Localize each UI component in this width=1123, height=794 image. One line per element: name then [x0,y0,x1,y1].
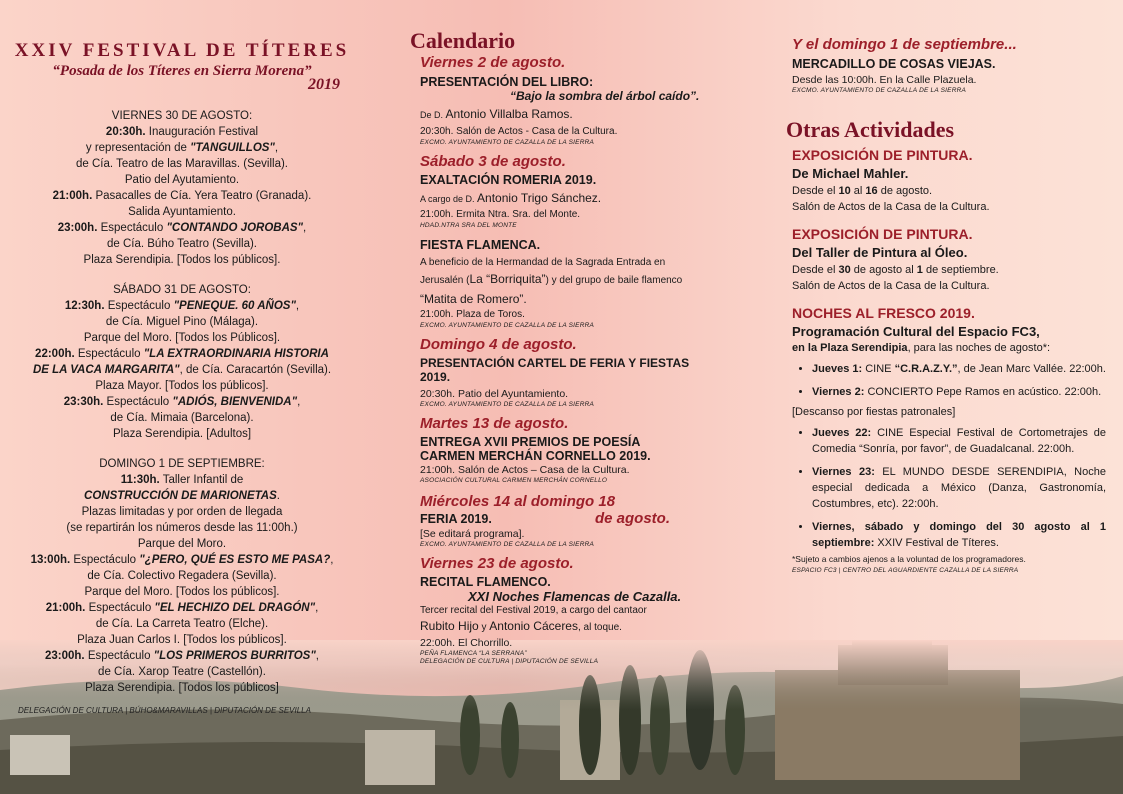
program-line: 20:30h. Inauguración Festival [105,126,259,138]
date-heading: Domingo 4 de agosto. [420,336,577,353]
day-heading: DOMINGO 1 DE SEPTIEMBRE: [99,458,265,470]
event-organizer: EXCMO. AYUNTAMIENTO DE CAZALLA DE LA SIERRA [420,322,595,329]
organizer: ESPACIO FC3 | CENTRO DEL AGUARDIENTE CAZALLA DE LA SIERRA [792,567,1019,574]
section-date: Desde el 30 de agosto al 1 de septiembre. [792,264,999,276]
event-organizer: PEÑA FLAMENCA “LA SERRANA” [420,650,527,657]
event-organizer: EXCMO. AYUNTAMIENTO DE CAZALLA DE LA SIERRA [792,87,967,94]
event-organizer: EXCMO. AYUNTAMIENTO DE CAZALLA DE LA SIERRA [420,541,595,548]
program-line: de Cía. Búho Teatro (Sevilla). [106,238,257,250]
date-heading: Miércoles 14 al domingo 18 [420,493,616,510]
event-organizer: EXCMO. AYUNTAMIENTO DE CAZALLA DE LA SIERRA [420,139,595,146]
noches-item: • Viernes 2: CONCIERTO Pepe Ramos en acústico. 22:00h. [812,384,1106,400]
program-line: 12:30h. Espectáculo "PENEQUE. 60 AÑOS", [64,300,300,312]
program-line: de Cía. Colectivo Regadera (Sevilla). [87,570,277,582]
event-time: 21:00h. Plaza de Toros. [420,309,525,320]
program-line: CONSTRUCCIÓN DE MARIONETAS. [84,490,280,502]
program-line: de Cía. Xarop Teatre (Castellón). [98,666,266,678]
program-line: Salida Ayuntamiento. [128,206,236,218]
festival-credit: DELEGACIÓN DE CULTURA | BÚHO&MARAVILLAS | DIPUTACIÓN DE SEVILLA [18,706,311,715]
program-line: de Cía. Mimaia (Barcelona). [110,412,254,424]
date-heading: Martes 13 de agosto. [420,415,569,432]
section-subtitle: Programación Cultural del Espacio FC3, [792,324,1040,339]
program-line: de Cía. Miguel Pino (Málaga). [105,316,259,328]
pause-note: [Descanso por fiestas patronales] [792,406,956,418]
event-title: RECITAL FLAMENCO. [420,575,551,589]
noches-list [792,425,1106,551]
section-title: NOCHES AL FRESCO 2019. [792,305,975,321]
noches-item: • Jueves 1: CINE “C.R.A.Z.Y.”, de Jean Marc Vallée. 22:00h. [812,361,1106,377]
program-line: Parque del Moro. [Todos los públicos]. [84,586,280,598]
festival-days [12,108,352,696]
program-line: 21:00h. Pasacalles de Cía. Yera Teatro (Granada). [52,190,312,202]
program-line: de Cía. La Carreta Teatro (Elche). [95,618,269,630]
event-organizer: ASOCIACIÓN CULTURAL CARMEN MERCHÁN CORNELLO [420,477,608,484]
program-line: 23:00h. Espectáculo "LOS PRIMEROS BURRITOS", [44,650,319,662]
festival-subtitle: “Posada de los Títeres en Sierra Morena” [52,63,312,79]
event-text: “Matita de Romero”. [420,292,527,306]
section-title: EXPOSICIÓN DE PINTURA. [792,226,973,242]
program-line: 23:00h. Espectáculo "CONTANDO JOROBAS", [57,222,307,234]
program-line: Plaza Serendipia. [Adultos] [112,428,252,440]
event-title: ENTREGA XVII PREMIOS DE POESÍA [420,435,641,449]
program-line: Parque del Moro. [137,538,227,550]
program-line: Patio del Ayutamiento. [124,174,240,186]
section-subtitle: Del Taller de Pintura al Óleo. [792,245,968,260]
other-activities-column [786,36,1106,575]
section-date: Desde el 10 al 16 de agosto. [792,185,933,197]
event-text: Tercer recital del Festival 2019, a cargo del cantaor [420,605,647,616]
event-text: A beneficio de la Hermandad de la Sagrada Entrada en [420,257,666,268]
section-place: Salón de Actos de la Casa de la Cultura. [792,201,990,213]
festival-program-column [12,40,352,696]
event-text: [Se editará programa]. [420,528,525,540]
program-line: 21:00h. Espectáculo "EL HECHIZO DEL DRAGÓN", [45,602,319,614]
event-time: 20:30h. Salón de Actos - Casa de la Cultura. [420,126,618,137]
program-line: Plaza Juan Carlos I. [Todos los públicos]. [77,634,287,646]
event-time: 21:00h. Salón de Actos – Casa de la Cultura. [420,464,630,476]
event-text: Rubito Hijo y Antonio Cáceres, al toque. [420,619,622,633]
event-title: PRESENTACIÓN DEL LIBRO: [420,75,594,89]
event-by: De D. Antonio Villalba Ramos. [420,107,573,121]
event-title: FERIA 2019. [420,512,492,526]
event-by: A cargo de D. Antonio Trigo Sánchez. [420,191,602,205]
program-line: (se repartirán los números desde las 11:00h.) [66,522,298,534]
noches-item: • Jueves 22: CINE Especial Festival de Cortometrajes de Comedia “Sonría, por favor”, de Guadalcanal. 22:00h. [812,425,1106,457]
event-time: Desde las 10:00h. En la Calle Plazuela. [792,74,977,86]
section-title: EXPOSICIÓN DE PINTURA. [792,147,973,163]
event-organizer: HDAD.NTRA SRA DEL MONTE [420,222,517,229]
event-title: PRESENTACIÓN CARTEL DE FERIA Y FIESTAS 2019. [420,356,690,384]
event-title: MERCADILLO DE COSAS VIEJAS. [792,57,996,71]
event-subtitle: “Bajo la sombra del árbol caído”. [510,89,700,103]
date-heading: Sábado 3 de agosto. [420,153,566,170]
date-heading: Y el domingo 1 de septiembre... [792,36,1017,53]
section-subtitle: De Michael Mahler. [792,166,909,181]
noches-list [792,361,1106,400]
program-line: y representación de "TANGUILLOS", [85,142,279,154]
day-heading: SÁBADO 31 DE AGOSTO: [113,284,251,296]
program-line: 11:30h. Taller Infantil de [120,474,244,486]
date-heading: de agosto. [594,510,670,527]
program-line: Parque del Moro. [Todos los Públicos]. [83,332,281,344]
footnote: *Sujeto a cambios ajenos a la voluntad de los programadores. [792,554,1026,564]
program-line: Plaza Mayor. [Todos los públicos]. [95,380,269,392]
program-line: 22:00h. Espectáculo "LA EXTRAORDINARIA HISTORIA [35,348,329,360]
calendar-column [410,28,720,666]
program-line: 23:30h. Espectáculo "ADIÓS, BIENVENIDA", [63,396,301,408]
program-line: Plazas limitadas y por orden de llegada [81,506,283,518]
event-organizer: EXCMO. AYUNTAMIENTO DE CAZALLA DE LA SIERRA [420,401,595,408]
section-place: en la Plaza Serendipia, para las noches de agosto*: [792,342,1051,354]
program-line: DE LA VACA MARGARITA", de Cía. Caracartón (Sevilla). [32,364,332,376]
date-heading: Viernes 23 de agosto. [420,555,574,572]
event-title: FIESTA FLAMENCA. [420,238,541,252]
program-line: Plaza Serendipia. [Todos los públicos]. [83,254,281,266]
event-time: 21:00h. Ermita Ntra. Sra. del Monte. [420,209,581,220]
program-line: 13:00h. Espectáculo "¿PERO, QUÉ ES ESTO ME PASA?, [30,554,334,566]
program-line: de Cía. Teatro de las Maravillas. (Sevilla). [76,158,288,170]
event-time: 22:00h. El Chorrillo. [420,637,513,649]
calendar-heading: Calendario [410,28,516,53]
event-organizer: DELEGACIÓN DE CULTURA | DIPUTACIÓN DE SEVILLA [420,658,599,665]
section-place: Salón de Actos de la Casa de la Cultura. [792,280,990,292]
festival-year: 2019 [308,76,340,93]
other-activities-heading: Otras Actividades [786,117,955,142]
event-title: EXALTACIÓN ROMERIA 2019. [420,173,597,187]
date-heading: Viernes 2 de agosto. [420,54,566,71]
program-line: Plaza Serendipia. [Todos los públicos] [85,682,279,694]
noches-item: • Viernes 23: EL MUNDO DESDE SERENDIPIA, Noche especial dedicada a México (Danza, Gastronomía, Costumbres, etc). 22:00h. [812,464,1106,512]
event-time: 20:30h. Patio del Ayuntamiento. [420,388,569,400]
noches-item: • Viernes, sábado y domingo del 30 agosto al 1 septiembre: XXIV Festival de Títeres. [812,519,1106,551]
event-text: Jerusalén (La “Borriquita”) y del grupo de baile flamenco [420,272,683,286]
day-heading: VIERNES 30 DE AGOSTO: [111,110,253,122]
festival-title: XXIV FESTIVAL DE TÍTERES [14,40,350,61]
event-subtitle: XXI Noches Flamencas de Cazalla. [468,589,682,604]
event-title: CARMEN MERCHÁN CORNELLO 2019. [420,449,651,463]
